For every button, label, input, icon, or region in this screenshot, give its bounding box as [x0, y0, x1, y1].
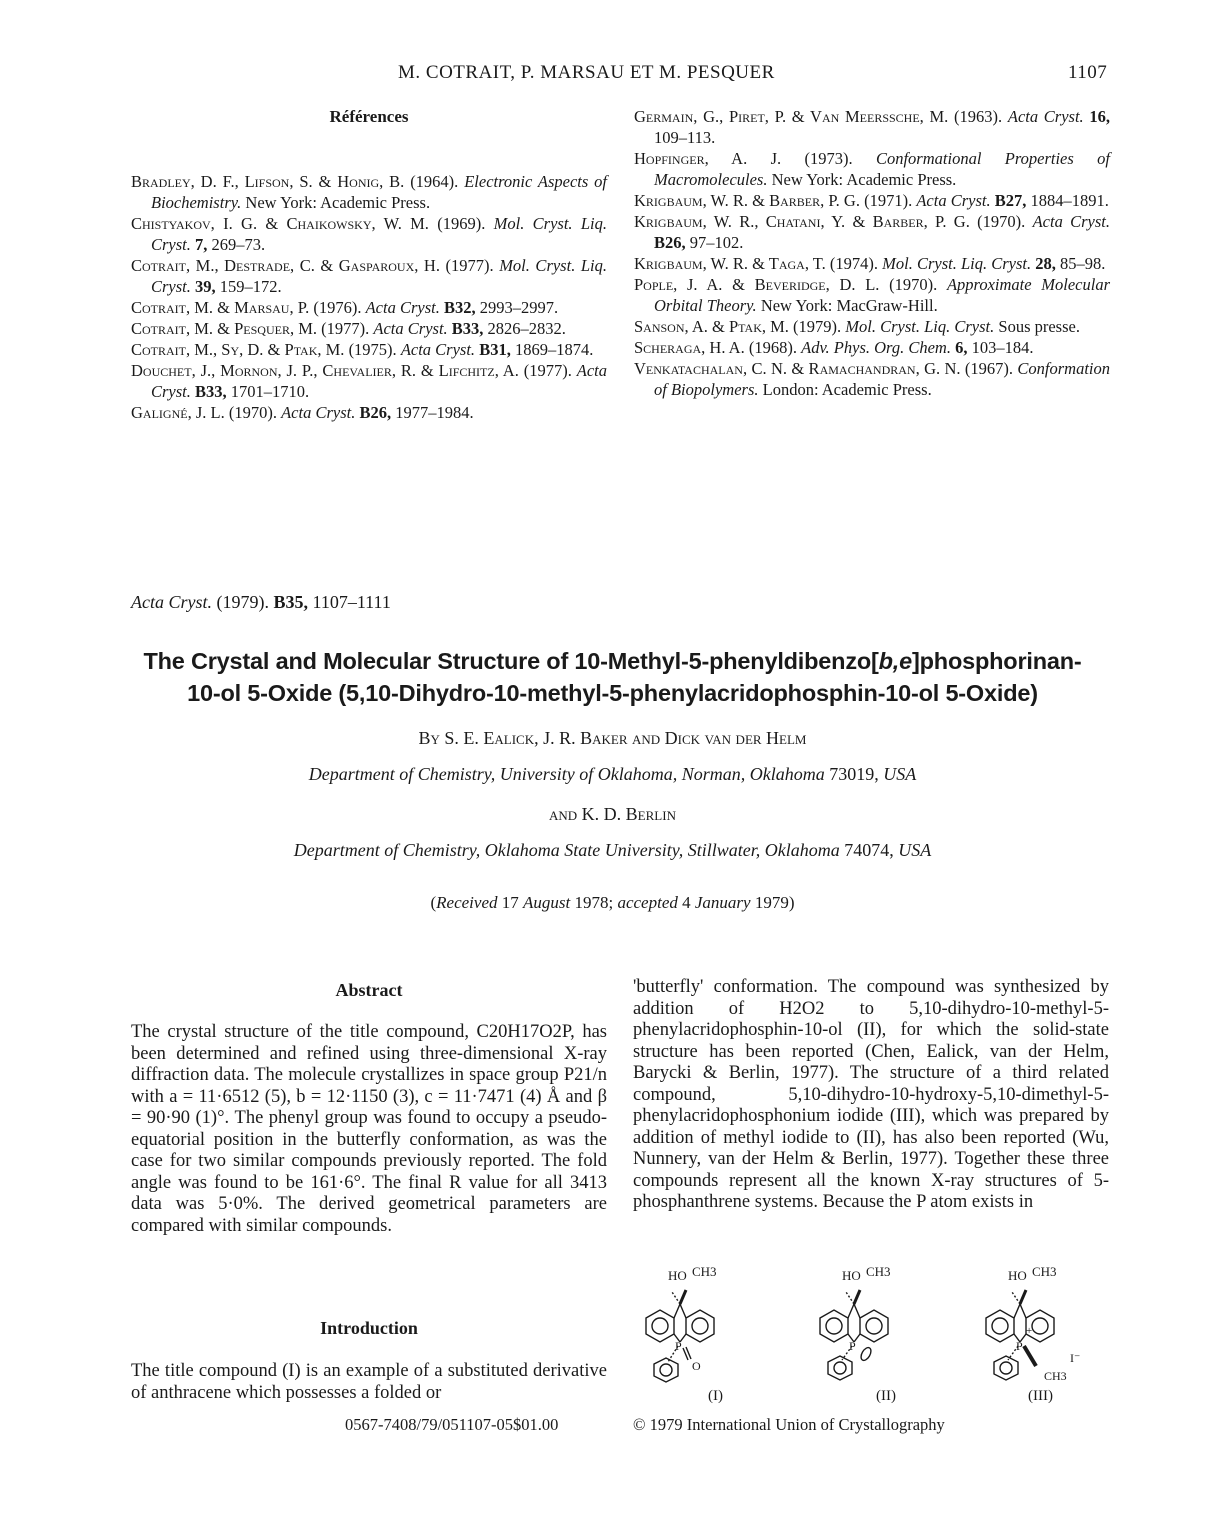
p-label-2: P: [849, 1339, 856, 1353]
reference-entry: Krigbaum, W. R. & Barber, P. G. (1971). Acta Cryst. B27, 1884–1891.: [634, 191, 1109, 210]
compound-label-2: (II): [876, 1388, 896, 1404]
reference-entry: Krigbaum, W. R. & Taga, T. (1974). Mol. Cryst. Liq. Cryst. 28, 85–98.: [634, 254, 1106, 273]
iodide-label: I⁻: [1070, 1351, 1081, 1365]
title-line-1: The Crystal and Molecular Structure of 10-Methyl-5-phenyldibenzo[b,e]phosphorinan-: [143, 648, 1082, 674]
ho-label-2: HO: [842, 1268, 861, 1283]
title-line-2: 10-ol 5-Oxide (5,10-Dihydro-10-methyl-5-phenylacridophosphin-10-ol 5-Oxide): [187, 680, 1038, 706]
references-heading: Références: [329, 107, 409, 126]
reference-entry: Krigbaum, W. R., Chatani, Y. & Barber, P. G. (1970). Acta Cryst. B26, 97–102.: [634, 212, 1110, 252]
department-1: Department of Chemistry, University of Oklahoma, Norman, Oklahoma 73019, USA: [308, 764, 917, 784]
ho-label-1: HO: [668, 1268, 687, 1283]
article-code: 0567-7408/79/051107-05$01.00: [345, 1415, 559, 1434]
reference-entry: Cotrait, M. & Marsau, P. (1976). Acta Cryst. B32, 2993–2997.: [131, 298, 559, 317]
reference-entry: Germain, G., Piret, P. & Van Meerssche, M. (1963). Acta Cryst. 16, 109–113.: [634, 107, 1111, 147]
ho-label-3: HO: [1008, 1268, 1027, 1283]
o-label-1: O: [692, 1359, 701, 1373]
references-right-column: [634, 106, 1110, 400]
reference-entry: Douchet, J., Mornon, J. P., Chevalier, R. & Lifchitz, A. (1977). Acta Cryst. B33, 1701–1710.: [131, 361, 607, 401]
structure-III: [986, 1290, 1054, 1380]
structure-II: [820, 1290, 888, 1380]
byline: By S. E. Ealick, J. R. Baker and Dick van der Helm: [418, 728, 807, 748]
reference-entry: Bradley, D. F., Lifson, S. & Honig, B. (1964). Electronic Aspects of Biochemistry. New York: Academic Press.: [131, 172, 608, 212]
reference-entry: Cotrait, M., Destrade, C. & Gasparoux, H. (1977). Mol. Cryst. Liq. Cryst. 39, 159–172.: [131, 256, 607, 296]
article-citation: Acta Cryst. (1979). B35, 1107–1111: [131, 592, 391, 612]
reference-entry: Cotrait, M., Sy, D. & Ptak, M. (1975). Acta Cryst. B31, 1869–1874.: [131, 340, 594, 359]
reference-entry: Scheraga, H. A. (1968). Adv. Phys. Org. Chem. 6, 103–184.: [634, 338, 1034, 357]
p-label-3: P: [1016, 1339, 1023, 1353]
received-dates: (Received 17 August 1978; accepted 4 January 1979): [430, 893, 795, 912]
ch3-label-2: CH3: [866, 1264, 891, 1279]
introduction-heading: Introduction: [320, 1318, 418, 1338]
abstract-body: The crystal structure of the title compound, C20H17O2P, has been determined and refined using three-dimensional X-ray diffraction data. The molecule crystallizes in space group P21/n with a = 11·6512 (5), b = 12·1150 (3), c = 11·7471 (4) Å and β = 90·90 (1)°. The phenyl group was found to occupy a pseudo-equatorial position in the butterfly conformation, as was the case for two similar compounds previously reported. The fold angle was found to be 161·6°. The final R value for all 3413 data was 5·0%. The derived geometrical parameters are compared with similar compounds.: [131, 1022, 607, 1236]
p-label-1: P: [675, 1339, 682, 1353]
reference-entry: Chistyakov, I. G. & Chaikowsky, W. M. (1969). Mol. Cryst. Liq. Cryst. 7, 269–73.: [131, 214, 607, 254]
reference-entry: Hopfinger, A. J. (1973). Conformational Properties of Macromolecules. New York: Academic Press.: [634, 149, 1110, 189]
page-number: 1107: [1068, 62, 1108, 83]
introduction-text-right: 'butterfly' conformation. The compound was synthesized by addition of H2O2 to 5,10-dihydro-10-methyl-5-phenylacridophosphin-10-ol (II), for which the solid-state structure has been reported (Chen, Ealick, van der Helm, Barycki & Berlin, 1977). The structure of a third related compound, 5,10-dihydro-10-hydroxy-5,10-dimethyl-5-phenylacridophosphonium iodide (III), which was prepared by addition of methyl iodide to (II), has also been reported (Wu, Nunnery, van der Helm & Berlin, 1977). Together these three compounds represent all the known X-ray structures of 5-phosphanthrene systems. Because the P atom exists in: [633, 977, 1109, 1212]
reference-entry: Galigné, J. L. (1970). Acta Cryst. B26, 1977–1984.: [131, 403, 474, 422]
ch3-label-1: CH3: [692, 1264, 717, 1279]
abstract-text: [131, 1022, 607, 1237]
reference-entry: Venkatachalan, C. N. & Ramachandran, G. N. (1967). Conformation of Biopolymers. London: Academic Press.: [634, 359, 1111, 399]
abstract-heading: Abstract: [335, 980, 403, 1000]
ch3-label-4: CH3: [1044, 1369, 1067, 1383]
article-title: [100, 645, 1125, 709]
structure-I: [646, 1290, 714, 1382]
copyright: © 1979 International Union of Crystallography: [633, 1415, 945, 1434]
running-head-authors: M. COTRAIT, P. MARSAU ET M. PESQUER: [398, 62, 775, 83]
reference-entry: Cotrait, M. & Pesquer, M. (1977). Acta Cryst. B33, 2826–2832.: [131, 319, 566, 338]
ch3-label-3: CH3: [1032, 1264, 1057, 1279]
second-author: and K. D. Berlin: [549, 804, 676, 824]
compound-label-3: (III): [1028, 1388, 1053, 1404]
reference-entry: Sanson, A. & Ptak, M. (1979). Mol. Cryst. Liq. Cryst. Sous presse.: [634, 317, 1080, 336]
chemical-structures-scheme: [628, 1262, 1108, 1412]
plus-label: +: [1026, 1325, 1033, 1337]
introduction-text-left: The title compound (I) is an example of a substituted derivative of anthracene which possesses a folded or: [131, 1361, 607, 1403]
compound-label-1: (I): [708, 1388, 723, 1404]
reference-entry: Pople, J. A. & Beveridge, D. L. (1970). Approximate Molecular Orbital Theory. New York: MacGraw-Hill.: [634, 275, 1110, 315]
references-left-column: [131, 106, 607, 423]
department-2: Department of Chemistry, Oklahoma State University, Stillwater, Oklahoma 74074, USA: [293, 840, 932, 860]
